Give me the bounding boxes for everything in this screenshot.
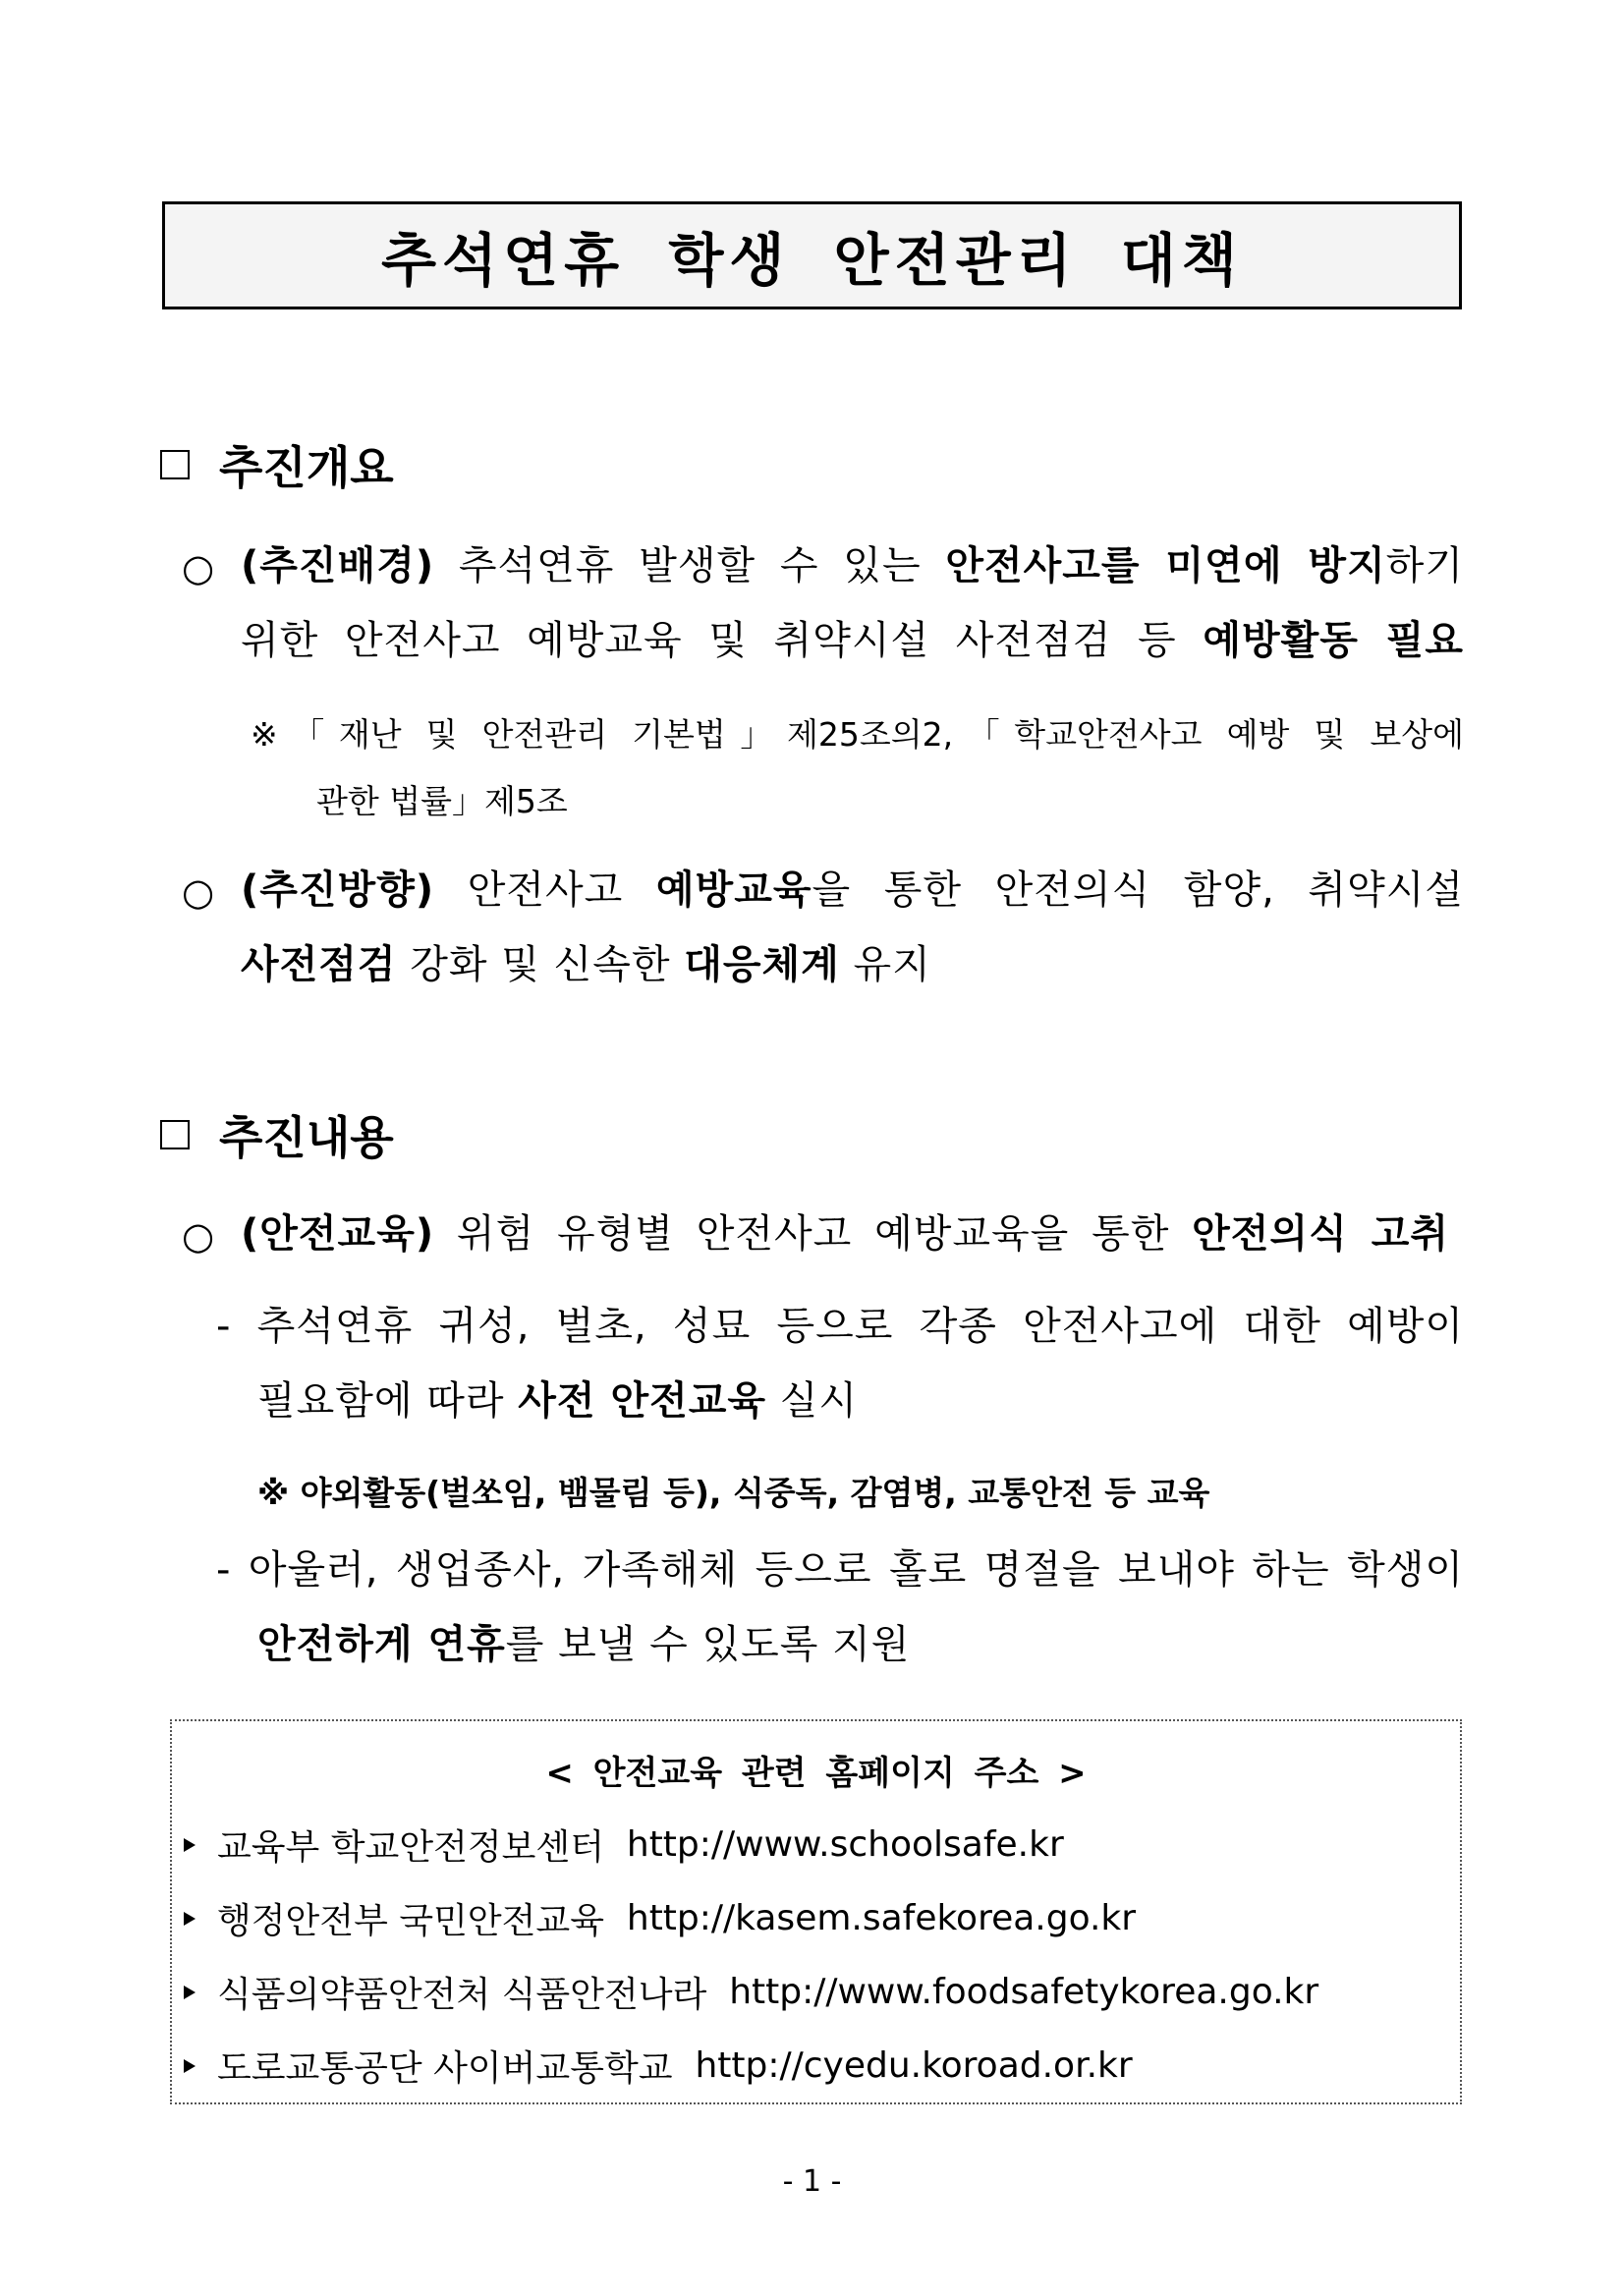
emphasis-text: 사전점검 — [241, 942, 397, 987]
square-bullet-icon — [160, 1120, 190, 1149]
body-text: 위험 유형별 안전사고 예방교육을 통한 — [434, 1211, 1193, 1257]
emphasis-text: 사전 안전교육 — [518, 1378, 767, 1424]
emphasis-text: 대응체계 — [684, 942, 840, 987]
dash-item2-line1: - 아울러, 생업종사, 가족해체 등으로 홀로 명절을 보내야 하는 학생이 — [216, 1547, 1464, 1593]
circle-bullet-icon: ○ — [182, 546, 215, 589]
body-text: 추석연휴 발생할 수 있는 — [434, 543, 946, 588]
link-item — [184, 2041, 1133, 2091]
overview-direction-line1 — [241, 868, 1464, 913]
education-topics-note: ※ 야외활동(벌쏘임, 뱀물림 등), 식중독, 감염병, 교통안전 등 교육 — [257, 1474, 1210, 1512]
square-bullet-icon — [160, 450, 190, 479]
body-text: 위한 안전사고 예방교육 및 취약시설 사전점검 등 — [241, 618, 1204, 663]
education-links-box — [170, 1719, 1462, 2104]
link-org: 식품의약품안전처 식품안전나라 — [217, 1975, 707, 2015]
triangle-bullet-icon — [184, 2059, 196, 2073]
emphasis-text: (추진배경) — [241, 543, 435, 588]
body-text: 를 보낼 수 있도록 지원 — [505, 1622, 911, 1667]
emphasis-text: (안전교육) — [241, 1211, 435, 1257]
overview-direction-line2 — [241, 942, 931, 987]
body-text: 필요함에 따라 — [257, 1378, 519, 1424]
body-text: 을 통한 안전의식 함양, 취약시설 — [812, 868, 1464, 913]
link-item — [184, 1893, 1136, 1943]
link-org: 도로교통공단 사이버교통학교 — [217, 2048, 673, 2089]
emphasis-text: 안전하게 연휴 — [257, 1622, 506, 1667]
link-url[interactable]: http://www.schoolsafe.kr — [626, 1824, 1064, 1865]
document-title: 추석연휴 학생 안전관리 대책 — [381, 227, 1243, 294]
overview-background-line1 — [241, 543, 1464, 588]
circle-bullet-icon: ○ — [182, 1214, 215, 1258]
link-url[interactable]: http://cyedu.koroad.or.kr — [695, 2045, 1133, 2086]
safety-education-line1 — [241, 1211, 1450, 1257]
circle-bullet-icon: ○ — [182, 870, 215, 914]
emphasis-text: 예방교육 — [655, 868, 812, 913]
section-heading-contents — [160, 1102, 394, 1167]
legal-basis-note-line2: 관한 법률」제5조 — [316, 782, 568, 820]
body-text: 하기 — [1385, 543, 1464, 588]
emphasis-text: (추진방향) — [241, 868, 435, 913]
overview-background-line2 — [241, 618, 1465, 663]
emphasis-text: 예방활동 필요 — [1203, 618, 1465, 663]
triangle-bullet-icon — [184, 1986, 196, 1999]
legal-basis-note-line1: ※「재난 및 안전관리 기본법」제25조의2,「학교안전사고 예방 및 보상에 — [251, 715, 1464, 754]
link-url[interactable]: http://kasem.safekorea.go.kr — [626, 1898, 1137, 1938]
page-number: - 1 - — [782, 2164, 842, 2199]
body-text: 강화 및 신속한 — [396, 942, 685, 987]
emphasis-text: 안전의식 고취 — [1192, 1211, 1450, 1257]
emphasis-text: 안전사고를 미연에 방지 — [945, 543, 1386, 588]
dash-item1-line1: - 추석연휴 귀성, 벌초, 성묘 등으로 각종 안전사고에 대한 예방이 — [216, 1304, 1464, 1349]
links-box-title: < 안전교육 관련 홈페이지 주소 > — [545, 1754, 1087, 1793]
link-org: 교육부 학교안전정보센터 — [217, 1827, 604, 1868]
link-org: 행정안전부 국민안전교육 — [217, 1901, 604, 1941]
dash-item1-line2 — [257, 1378, 859, 1424]
link-item — [184, 1967, 1318, 2017]
section-heading-overview — [160, 432, 394, 497]
dash-item2-line2 — [257, 1622, 911, 1667]
triangle-bullet-icon — [184, 1838, 196, 1852]
section-title: 추진개요 — [219, 441, 394, 494]
link-url[interactable]: http://www.foodsafetykorea.go.kr — [729, 1972, 1319, 2012]
link-item — [184, 1820, 1064, 1870]
body-text: 실시 — [766, 1378, 859, 1424]
body-text: 유지 — [839, 942, 931, 987]
document-title-box — [162, 201, 1462, 309]
body-text: 안전사고 — [434, 868, 656, 913]
section-title: 추진내용 — [219, 1111, 394, 1164]
triangle-bullet-icon — [184, 1912, 196, 1926]
